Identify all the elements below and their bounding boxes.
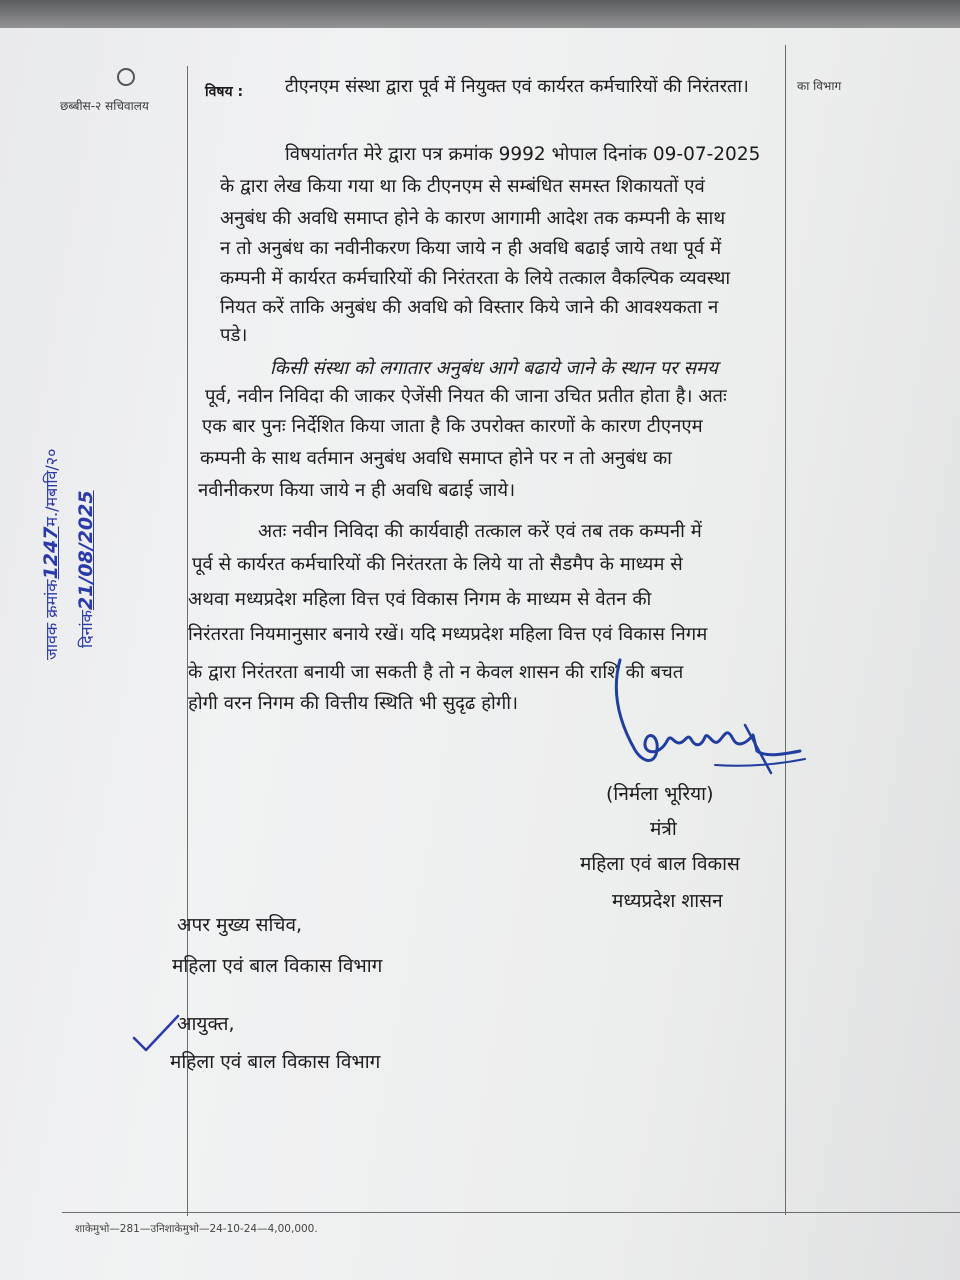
body-line: कम्पनी में कार्यरत कर्मचारियों की निरंतरता के लिये तत्काल वैकल्पिक व्यवस्था	[220, 268, 731, 289]
body-line: एक बार पुनः निर्देशित किया जाता है कि उपरोक्त कारणों के कारण टीएनएम	[202, 416, 703, 437]
recipient-1-title: अपर मुख्य सचिव,	[177, 914, 303, 936]
body-line: पडे।	[220, 325, 248, 346]
recipient-2-title: आयुक्त,	[177, 1013, 235, 1035]
signatory-government: मध्यप्रदेश शासन	[612, 890, 723, 912]
body-line: अनुबंध की अवधि समाप्त होने के कारण आगामी आदेश तक कम्पनी के साथ	[220, 208, 726, 229]
dispatch-number: 1247	[40, 526, 62, 580]
letterhead-right-caption: का विभाग	[797, 79, 842, 93]
body-line: पूर्व, नवीन निविदा की जाकर ऐजेंसी नियत की जाना उचित प्रतीत होता है। अतः	[205, 386, 727, 407]
dispatch-number-suffix: म./मबावि/२०	[42, 448, 61, 527]
body-line: न तो अनुबंध का नवीनीकरण किया जाये न ही अवधि बढाई जाये तथा पूर्व में	[220, 238, 722, 259]
footer-rule	[62, 1212, 960, 1213]
dispatch-number-prefix: जावक क्रमांक	[42, 579, 61, 660]
body-line: कम्पनी के साथ वर्तमान अनुबंध अवधि समाप्त होने पर न तो अनुबंध का	[200, 448, 672, 469]
body-line: अतः नवीन निविदा की कार्यवाही तत्काल करें एवं तब तक कम्पनी में	[258, 521, 702, 542]
body-line: के द्वारा लेख किया गया था कि टीएनएम से सम्बंधित समस्त शिकायतों एवं	[220, 176, 705, 197]
minister-signature	[595, 655, 815, 780]
punch-hole	[117, 68, 135, 86]
recipient-2-department: महिला एवं बाल विकास विभाग	[170, 1051, 381, 1073]
body-line: पूर्व से कार्यरत कर्मचारियों की निरंतरता के लिये या तो सैडमैप के माध्यम से	[192, 554, 683, 575]
body-line: नवीनीकरण किया जाये न ही अवधि बढाई जाये।	[198, 480, 516, 501]
subject-text: टीएनएम संस्था द्वारा पूर्व में नियुक्त एवं कार्यरत कर्मचारियों की निरंतरता।	[285, 76, 749, 97]
body-line: होगी वरन निगम की वित्तीय स्थिति भी सुदृढ होगी।	[188, 693, 519, 714]
letterhead-left-caption: छब्बीस-२ सचिवालय	[60, 99, 149, 113]
body-line: नियत करें ताकि अनुबंध की अवधि को विस्तार किये जाने की आवश्यकता न	[220, 297, 719, 318]
dispatch-date-prefix: दिनांक	[77, 610, 96, 648]
print-footer: शाकेमुभो—281—उनिशाकेमुभो—24-10-24—4,00,000.	[75, 1223, 318, 1235]
body-line: विषयांतर्गत मेरे द्वारा पत्र क्रमांक 9992 भोपाल दिनांक 09-07-2025	[285, 144, 761, 165]
body-line: अथवा मध्यप्रदेश महिला वित्त एवं विकास निगम के माध्यम से वेतन की	[188, 589, 652, 610]
right-margin-rule	[785, 45, 786, 1215]
recipient-1-department: महिला एवं बाल विकास विभाग	[172, 955, 383, 977]
body-line: के द्वारा निरंतरता बनायी जा सकती है तो न केवल शासन की राशि की बचत	[188, 662, 684, 683]
dispatch-date: 21/08/2025	[75, 490, 97, 611]
check-mark-icon	[132, 1010, 182, 1055]
signatory-designation: मंत्री	[650, 818, 677, 840]
body-line: किसी संस्था को लगातार अनुबंध आगे बढाये जाने के स्थान पर समय	[270, 358, 718, 379]
signatory-name: (निर्मला भूरिया)	[606, 783, 714, 805]
subject-label: विषय :	[205, 84, 244, 100]
signatory-department: महिला एवं बाल विकास	[580, 853, 740, 875]
body-line: निरंतरता नियमानुसार बनाये रखें। यदि मध्यप्रदेश महिला वित्त एवं विकास निगम	[188, 624, 708, 645]
